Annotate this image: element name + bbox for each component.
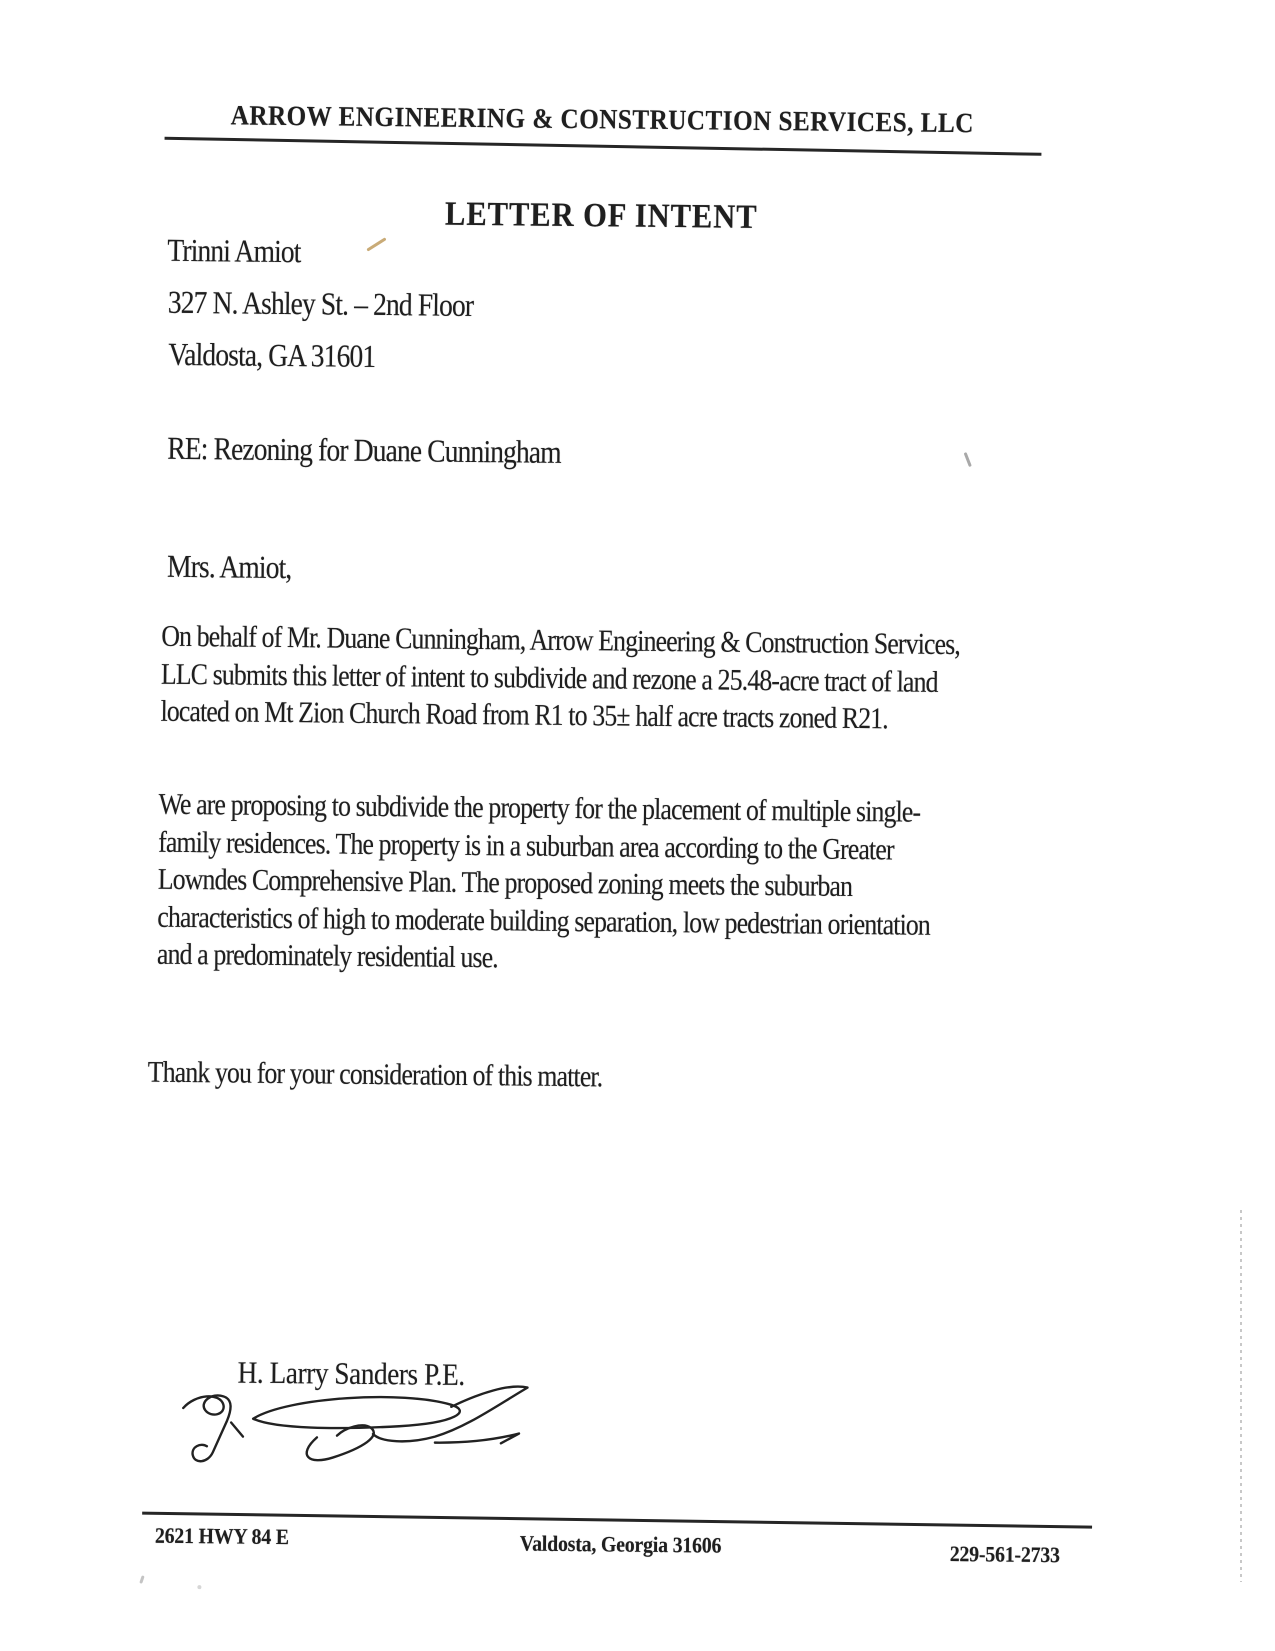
- salutation: Mrs. Amiot,: [166, 547, 292, 586]
- closing-line: Thank you for your consideration of this matter.: [147, 1055, 603, 1094]
- paragraph-2-line: and a predominately residential use.: [156, 937, 499, 975]
- signature-stroke: [307, 1425, 374, 1461]
- paragraph-2-line: family residences. The property is in a suburban area according to the Greater: [158, 825, 894, 866]
- handwritten-signature: [167, 1378, 543, 1477]
- signature-stroke: [435, 1433, 519, 1444]
- signer-name: H. Larry Sanders P.E.: [237, 1354, 465, 1392]
- paragraph-2: [157, 786, 932, 982]
- recipient-address-line1: 327 N. Ashley St. – 2nd Floor: [167, 283, 474, 323]
- footer-phone: 229-561-2733: [949, 1541, 1060, 1568]
- pen-mark-icon: [366, 237, 386, 251]
- paragraph-2-line: We are proposing to subdivide the property for the placement of multiple single-: [158, 787, 921, 829]
- signature-stroke: [231, 1422, 243, 1436]
- header-rule: [165, 137, 1042, 156]
- paragraph-1-line: LLC submits this letter of intent to subdivide and rezone a 25.48-acre tract of land: [160, 657, 938, 699]
- paragraph-1-line: On behalf of Mr. Duane Cunningham, Arrow Engineering & Construction Services,: [161, 619, 961, 662]
- re-line: RE: Rezoning for Duane Cunningham: [167, 429, 562, 470]
- company-name: ARROW ENGINEERING & CONSTRUCTION SERVICES, LLC: [230, 100, 975, 140]
- paragraph-2-line: Lowndes Comprehensive Plan. The proposed zoning meets the suburban: [157, 862, 853, 903]
- recipient-name: Trinni Amiot: [167, 231, 301, 270]
- paragraph-2-line: characteristics of high to moderate building separation, low pedestrian orientation: [157, 900, 931, 942]
- footer-city-state-zip: Valdosta, Georgia 31606: [519, 1530, 722, 1558]
- signature-stroke: [183, 1395, 231, 1461]
- letter-title: LETTER OF INTENT: [444, 195, 758, 236]
- scan-artifact-dotted-line: [1240, 1210, 1242, 1582]
- recipient-address-line2: Valdosta, GA 31601: [168, 335, 376, 374]
- scan-stray-mark: [964, 452, 972, 467]
- paragraph-1: [160, 618, 960, 739]
- paragraph-1-line: located on Mt Zion Church Road from R1 to 35± half acre tracts zoned R21.: [160, 694, 889, 736]
- scan-speck: [139, 1575, 144, 1584]
- signature-stroke: [373, 1385, 528, 1443]
- footer-address: 2621 HWY 84 E: [154, 1522, 289, 1550]
- signature-stroke: [253, 1396, 460, 1430]
- scan-speck: [197, 1585, 201, 1589]
